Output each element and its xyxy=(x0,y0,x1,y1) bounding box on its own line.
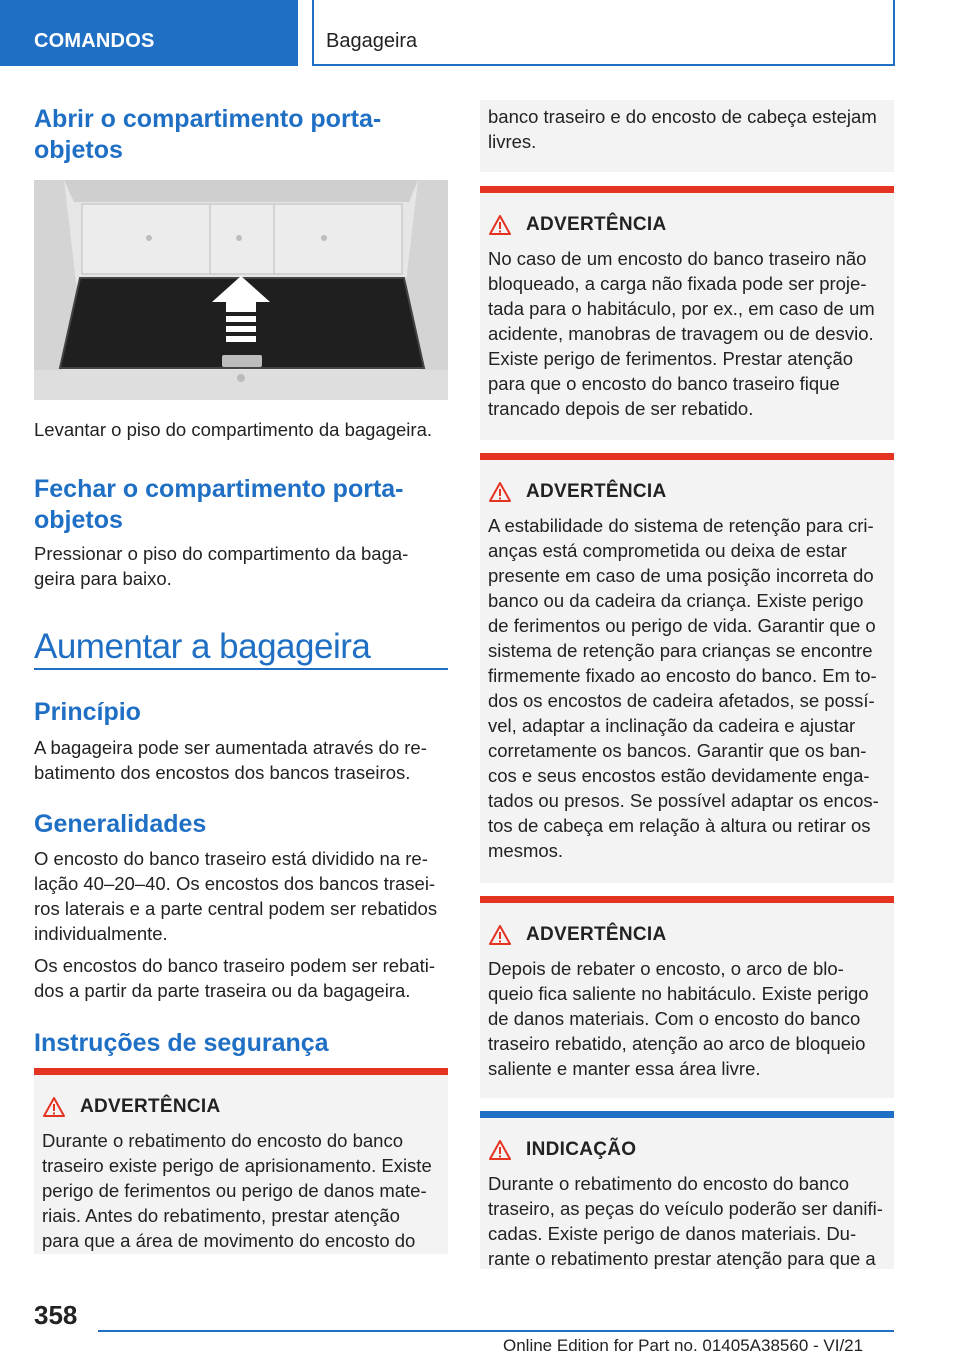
warning-text: A estabilidade do sistema de retenção para cri- anças está comprometida ou deixa de estar presente em caso de uma posição incorreta do banco ou da cadeira da criança. Existe perigo de ferimentos ou perigo de vida. Garantir que o sistema de retenção para crianças se encontre firmemente fixado ao encosto do banco. Em to- dos os encostos de cadeira afetados, se possí- vel, adaptar a inclinação da cadeira e ajustar corretamente os bancos. Garantir que os ban- cos e seus encostos estão devidamente enga- tados ou presos. Se possível adaptar os encos- tos de cabeça em relação à altura ou retirar os mesmos. xyxy=(488,515,879,861)
warning-triangle-icon xyxy=(488,214,512,236)
heading-principle: Princípio xyxy=(34,698,141,726)
warning-label: ADVERTÊNCIA xyxy=(526,481,667,502)
warning-box-1 xyxy=(34,1068,448,1254)
note-text: Durante o rebatimento do encosto do banco traseiro, as peças do veículo poderão ser danifi- cadas. Existe perigo de danos materiais. Du- rante o rebatimento prestar atenção para que a xyxy=(488,1173,883,1269)
warning-label: ADVERTÊNCIA xyxy=(526,924,667,945)
header-underline xyxy=(312,64,895,66)
warning-continuation-box xyxy=(480,100,894,172)
trunk-image xyxy=(34,180,448,400)
warning-triangle-icon xyxy=(488,924,512,946)
warning-header xyxy=(488,481,667,503)
heading-open-compartment: Abrir o compartimento porta- objetos xyxy=(34,105,382,164)
section-rule xyxy=(34,668,448,670)
note-box xyxy=(480,1111,894,1269)
trunk-illustration xyxy=(34,180,448,400)
warning-text: No caso de um encosto do banco traseiro não bloqueado, a carga não fixada pode ser proje- tada para o habitáculo, por ex., em caso de um acidente, manobras de travagem ou de desvio. Existe perigo de ferimentos. Prestar atenção para que o encosto do banco traseiro fique trancado depois de ser rebatido. xyxy=(488,248,875,419)
close-instructions: Pressionar o piso do compartimento da baga- geira para baixo. xyxy=(34,543,409,589)
header-divider-left xyxy=(312,0,314,66)
warning-bar xyxy=(480,186,894,193)
footer-rule xyxy=(98,1330,894,1332)
header-divider-right xyxy=(893,0,895,66)
note-bar xyxy=(480,1111,894,1118)
page-title: Bagageira xyxy=(326,30,418,52)
warning-triangle-icon xyxy=(488,1139,512,1161)
warning-bar xyxy=(480,453,894,460)
warning-box-2 xyxy=(480,186,894,440)
note-label: INDICAÇÃO xyxy=(526,1139,637,1160)
image-caption: Levantar o piso do compartimento da bagageira. xyxy=(34,419,433,440)
warning-box-3 xyxy=(480,453,894,883)
warning-text: Depois de rebater o encosto, o arco de blo- queio fica saliente no habitáculo. Existe perigo de danos materiais. Com o encosto do banco traseiro rebatido, atenção ao arco de bloqueio saliente e manter essa área livre. xyxy=(488,958,869,1079)
warning-header xyxy=(488,214,667,236)
section-heading-enlarge-trunk: Aumentar a bagageira xyxy=(34,627,371,666)
warning-header xyxy=(488,924,667,946)
footer-edition: Online Edition for Part no. 01405A38560 - VI/21 xyxy=(503,1336,864,1355)
warning-bar xyxy=(34,1068,448,1075)
continuation-text: banco traseiro e do encosto de cabeça estejam livres. xyxy=(488,106,877,152)
principle-text: A bagageira pode ser aumentada através do re- batimento dos encostos dos bancos traseiros. xyxy=(34,737,427,783)
warning-label: ADVERTÊNCIA xyxy=(526,214,667,235)
warning-triangle-icon xyxy=(488,481,512,503)
section-tab-label: COMANDOS xyxy=(34,30,155,52)
heading-general: Generalidades xyxy=(34,810,207,838)
section-tab xyxy=(0,0,298,66)
warning-header xyxy=(42,1096,221,1118)
note-header xyxy=(488,1139,636,1161)
warning-text: Durante o rebatimento do encosto do banco traseiro existe perigo de aprisionamento. Existe perigo de ferimentos ou perigo de danos mate- riais. Antes do rebatimento, prestar atenção para que a área de movimento do encosto do xyxy=(42,1130,432,1251)
warning-bar xyxy=(480,896,894,903)
warning-label: ADVERTÊNCIA xyxy=(80,1096,221,1117)
page-number: 358 xyxy=(34,1300,78,1330)
heading-safety: Instruções de segurança xyxy=(34,1029,329,1057)
general-text-2: Os encostos do banco traseiro podem ser rebati- dos a partir da parte traseira ou da bagageira. xyxy=(34,955,436,1001)
general-text-1: O encosto do banco traseiro está dividido na re- lação 40–20–40. Os encostos dos bancos trasei- ros laterais e a parte central podem ser rebatidos individualmente. xyxy=(34,848,438,944)
warning-triangle-icon xyxy=(42,1096,66,1118)
heading-close-compartment: Fechar o compartimento porta- objetos xyxy=(34,475,404,534)
warning-box-4 xyxy=(480,896,894,1098)
